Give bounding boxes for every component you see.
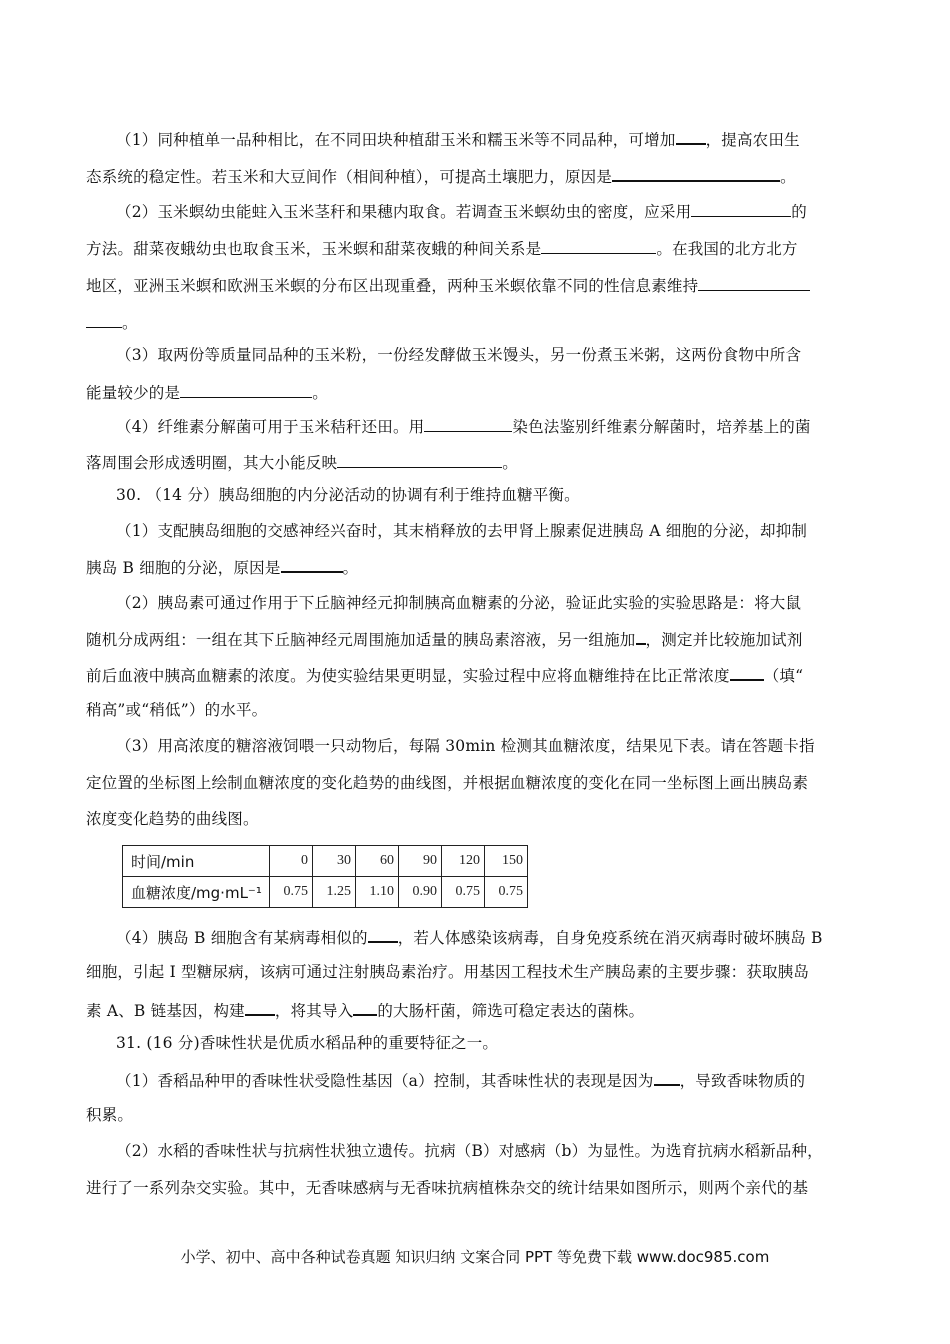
q30-part2-line1: （2）胰岛素可通过作用于下丘脑神经元抑制胰高血糖素的分泌，验证此实验的实验思路是：将大鼠 bbox=[116, 594, 802, 612]
q30-part3-line1: （3）用高浓度的糖溶液饲喂一只动物后，每隔 30min 检测其血糖浓度，结果见下表。请在答题卡指 bbox=[116, 737, 815, 755]
table-cell: 1.10 bbox=[356, 877, 399, 908]
answer-blank[interactable] bbox=[612, 165, 780, 182]
q29-part4-line2: 落周围会形成透明圈，其大小能反映 。 bbox=[86, 454, 518, 472]
table-cell: 60 bbox=[356, 846, 399, 877]
q29-part1-line2: 态系统的稳定性。若玉米和大豆间作（相间种植），可提高土壤肥力，原因是 。 bbox=[86, 165, 866, 187]
answer-blank[interactable] bbox=[541, 238, 656, 254]
q31-part2-line1: （2）水稻的香味性状与抗病性状独立遗传。抗病（B）对感病（b）为显性。为选育抗病水稻新品种， bbox=[116, 1142, 823, 1160]
q30-title: 30. （14 分）胰岛细胞的内分泌活动的协调有利于维持血糖平衡。 bbox=[116, 486, 580, 504]
q29-part2-line3: 地区，亚洲玉米螟和欧洲玉米螟的分布区出现重叠，两种玉米螟依靠不同的性信息素维持 bbox=[86, 275, 866, 296]
table-row bbox=[123, 877, 528, 908]
q31-title: 31. (16 分)香味性状是优质水稻品种的重要特征之一。 bbox=[116, 1034, 499, 1052]
q31-part1-line2: 积累。 bbox=[86, 1106, 134, 1124]
q29-part2-line1: （2）玉米螟幼虫能蛀入玉米茎秆和果穗内取食。若调查玉米螟幼虫的密度，应采用 的 bbox=[116, 203, 807, 221]
page-footer: 小学、初中、高中各种试卷真题 知识归纳 文案合同 PPT 等免费下载 www.doc985.com bbox=[180, 1248, 770, 1266]
q30-part3-line2: 定位置的坐标图上绘制血糖浓度的变化趋势的曲线图，并根据血糖浓度的变化在同一坐标图上画出胰岛素 bbox=[86, 774, 809, 792]
table-cell: 120 bbox=[442, 846, 485, 877]
q30-part1-line1: （1）支配胰岛细胞的交感神经兴奋时，其末梢释放的去甲肾上腺素促进胰岛 A 细胞的分泌，却抑制 bbox=[116, 522, 808, 540]
answer-blank[interactable] bbox=[245, 999, 275, 1016]
q29-part2-line4: 。 bbox=[86, 312, 866, 333]
q30-part4-line2: 细胞，引起 I 型糖尿病，该病可通过注射胰岛素治疗。用基因工程技术生产胰岛素的主要步骤：获取胰岛 bbox=[86, 963, 810, 981]
q30-part2-line3: 前后血液中胰高血糖素的浓度。为使实验结果更明显，实验过程中应将血糖维持在比正常浓度 （填“ bbox=[86, 664, 866, 686]
table-row bbox=[123, 846, 528, 877]
table-cell: 1.25 bbox=[313, 877, 356, 908]
q30-part4-line1: （4）胰岛 B 细胞含有某病毒相似的 ，若人体感染该病毒，自身免疫系统在消灭病毒时破坏胰岛 B bbox=[116, 926, 866, 948]
table-cell: 150 bbox=[485, 846, 528, 877]
answer-blank[interactable] bbox=[368, 926, 398, 943]
q30-part2-line4: 稍高”或“稍低”）的水平。 bbox=[86, 701, 268, 719]
answer-blank[interactable] bbox=[730, 664, 764, 681]
q30-part1-line2: 胰岛 B 细胞的分泌，原因是 。 bbox=[86, 556, 866, 578]
answer-blank[interactable] bbox=[691, 201, 791, 217]
answer-blank[interactable] bbox=[337, 452, 502, 468]
q29-part3-line1: （3）取两份等质量同品种的玉米粉，一份经发酵做玉米馒头，另一份煮玉米粥，这两份食物中所含 bbox=[116, 346, 802, 364]
q29-part1-line1: （1）同种植单一品种相比，在不同田块种植甜玉米和糯玉米等不同品种，可增加 ，提高农田生 bbox=[116, 128, 866, 150]
answer-blank[interactable] bbox=[353, 999, 377, 1016]
q29-part3-line2: 能量较少的是 。 bbox=[86, 384, 328, 402]
table-cell: 90 bbox=[399, 846, 442, 877]
answer-blank[interactable] bbox=[654, 1069, 680, 1086]
q30-part2-line2: 随机分成两组：一组在其下丘脑神经元周围施加适量的胰岛素溶液，另一组施加 ，测定并比较施加试剂 bbox=[86, 628, 866, 650]
q30-part4-line3: 素 A、B 链基因，构建 ，将其导入 的大肠杆菌，筛选可稳定表达的菌株。 bbox=[86, 999, 866, 1021]
answer-blank[interactable] bbox=[676, 128, 706, 145]
q30-part3-line3: 浓度变化趋势的曲线图。 bbox=[86, 810, 259, 828]
table-cell: 30 bbox=[313, 846, 356, 877]
answer-blank[interactable] bbox=[698, 275, 810, 291]
table-cell: 0 bbox=[270, 846, 313, 877]
table-cell: 0.75 bbox=[270, 877, 313, 908]
table-header-glucose: 血糖浓度/mg·mL⁻¹ bbox=[123, 877, 270, 908]
table-cell: 0.75 bbox=[442, 877, 485, 908]
table-header-time: 时间/min bbox=[123, 846, 270, 877]
answer-blank[interactable] bbox=[281, 556, 343, 573]
q29-part2-line2: 方法。甜菜夜蛾幼虫也取食玉米，玉米螟和甜菜夜蛾的种间关系是 。在我国的北方北方 bbox=[86, 240, 798, 258]
table-cell: 0.75 bbox=[485, 877, 528, 908]
answer-blank[interactable] bbox=[424, 416, 512, 432]
answer-blank[interactable] bbox=[636, 628, 646, 645]
answer-blank[interactable] bbox=[180, 382, 312, 398]
answer-blank[interactable] bbox=[86, 312, 122, 328]
q29-part4-line1: （4）纤维素分解菌可用于玉米秸秆还田。用 染色法鉴别纤维素分解菌时，培养基上的菌 bbox=[116, 418, 811, 436]
table-cell: 0.90 bbox=[399, 877, 442, 908]
blood-glucose-table bbox=[122, 845, 528, 908]
q31-part2-line2: 进行了一系列杂交实验。其中，无香味感病与无香味抗病植株杂交的统计结果如图所示，则两个亲代的基 bbox=[86, 1179, 809, 1197]
q31-part1-line1: （1）香稻品种甲的香味性状受隐性基因（a）控制，其香味性状的表现是因为 ，导致香味物质的 bbox=[116, 1069, 866, 1091]
